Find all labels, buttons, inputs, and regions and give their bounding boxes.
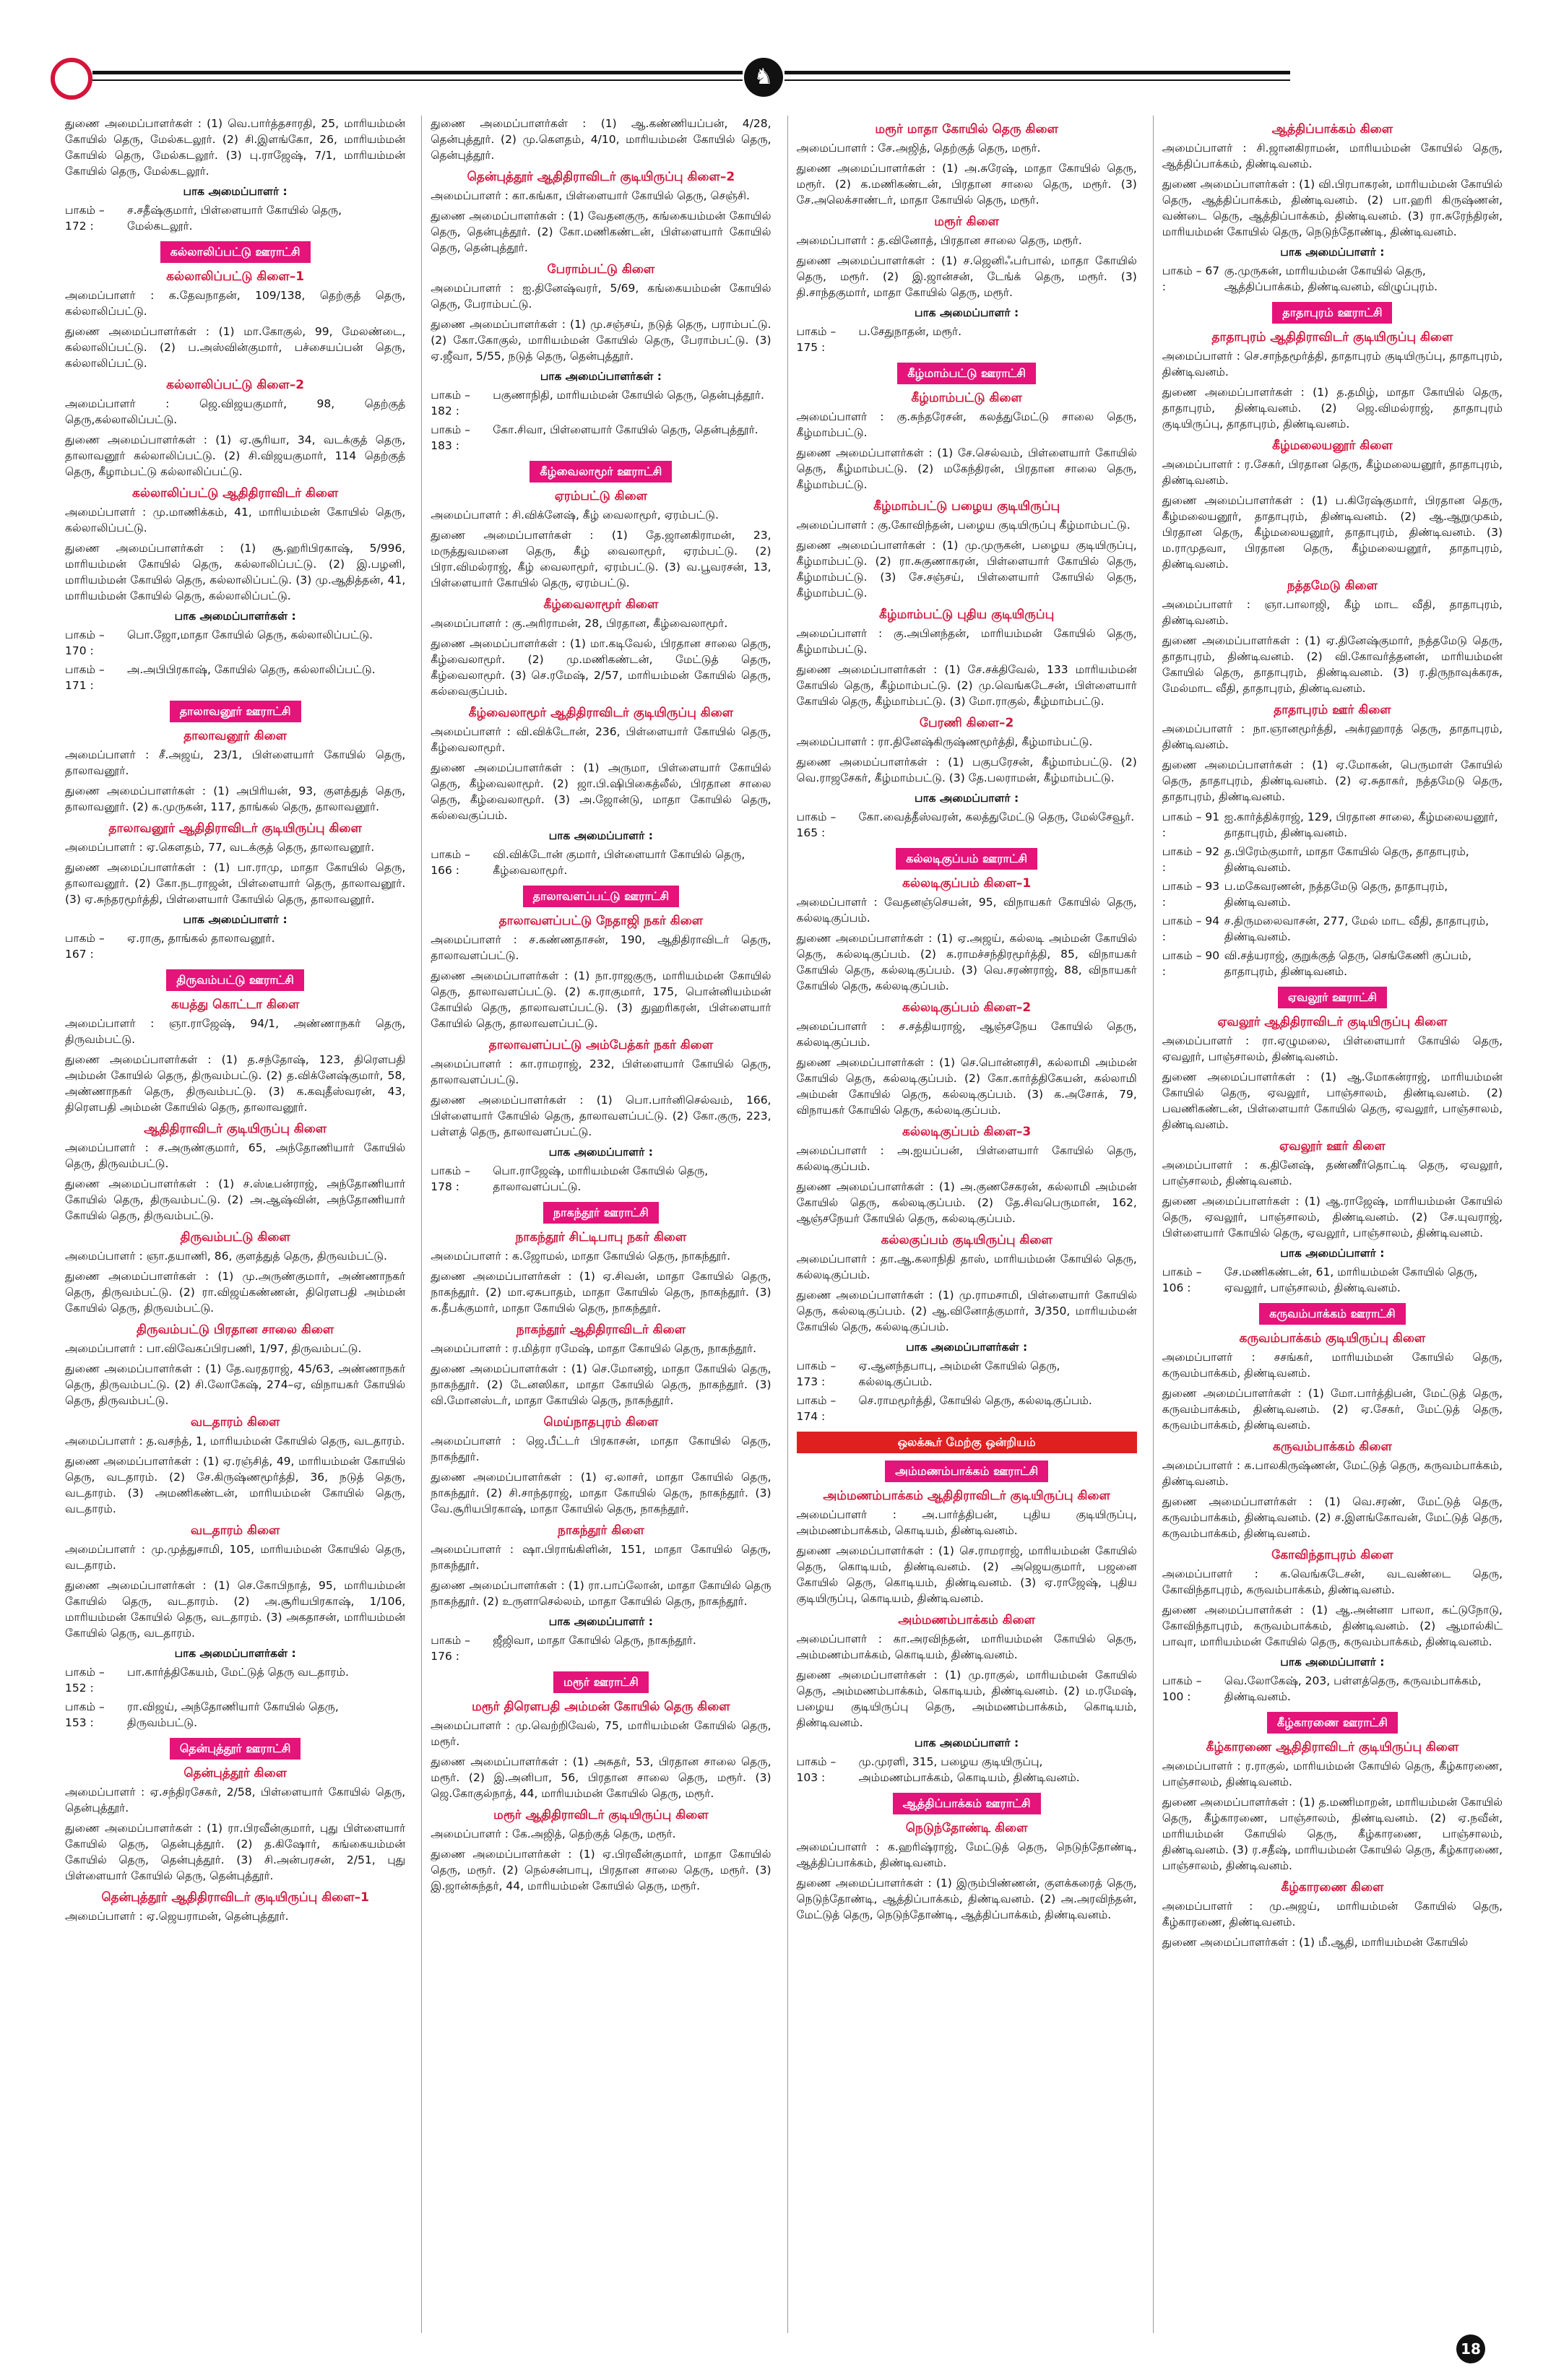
section-subheading: பாக அமைப்பாளர் : <box>915 792 1019 805</box>
booth-member: செ.ராமமூர்த்தி, கோயில் தெரு, கல்லடிகுப்பம். <box>858 1394 1092 1407</box>
panchayat-heading: திருவம்பட்டு ஊராட்சி <box>166 969 304 991</box>
member-entry: அமைப்பாளர் : ஞா.தயாணி, 86, குளத்துத் தெரு, திருவம்பட்டு. <box>65 1250 387 1263</box>
member-entry: துணை அமைப்பாளர்கள் : (1) அருமா, பிள்ளையார் கோயில் தெரு, கீழ்வைலாமூர். (2) ஜா.பி.ஷிபிகைத்லீல், பிரதான சாலை தெரு, கீழ்வைலாமூர். (3) அ.ஜோன்டு, மாதா கோயில் தெரு, கல்வைகுப்பம். <box>431 761 772 822</box>
article-columns <box>65 116 1503 2333</box>
booth-member: பொ.ஜோ,மாதா கோயில் தெரு, கல்லாலிப்பட்டு. <box>127 628 373 641</box>
booth-number: பாகம் – 182 : <box>431 389 470 417</box>
branch-heading: தாதாபுரம் ஆதிதிராவிடர் குடியிருப்பு கிளை <box>1211 330 1453 345</box>
booth-entry <box>1162 913 1503 945</box>
booth-entry <box>431 387 771 419</box>
booth-member: ஜீஜிவா, மாதா கோயில் தெரு, நாகந்தூர். <box>493 1634 696 1647</box>
branch-heading: பேரணி கிளை–2 <box>919 716 1014 730</box>
member-entry: அமைப்பாளர் : க.தினேஷ், தண்ணீர்தொட்டி தெரு, ஏவலூர், பாஞ்சாலம், திண்டிவனம். <box>1162 1159 1503 1187</box>
member-entry: அமைப்பாளர் : கு.சுந்தரேசன், கலத்துமேட்டு சாலை தெரு, கீழ்மாம்பட்டு. <box>796 410 1137 439</box>
booth-number: பாகம் – 93 : <box>1162 880 1220 909</box>
branch-heading: மரூர் கிளை <box>934 215 1000 229</box>
member-entry: துணை அமைப்பாளர்கள் : (1) இரும்பிண்ணன், குளக்கரைத் தெரு, நெடுந்தோண்டி, ஆத்திப்பாக்கம், திண்டிவனம். (2) அ.அரவிந்தன், மேட்டுத் தெரு, நெடுந்தோண்டி, ஆத்திப்பாக்கம், திண்டிவனம். <box>796 1877 1137 1921</box>
member-entry: துணை அமைப்பாளர்கள் : (1) செ.ராமராஜ், மாரியம்மன் கோயில் தெரு, கொடியம், திண்டிவனம். (2) அஜெயகுமார், பஜனை கோயில் தெரு, கொடியம், திண்டிவனம். (3) ஏ.ராஜேஷ், புதிய குடியிருப்பு, கொடியம், திண்டிவனம். <box>796 1544 1137 1605</box>
member-entry: துணை அமைப்பாளர்கள் : (1) த.மணிமாறன், மாரியம்மன் கோயில் தெரு, கீழ்காரணை, பாஞ்சாலம், திண்டிவனம். (2) ஏ.நவீன், மாரியம்மன் கோயில் தெரு, கீழ்காரணை, பாஞ்சாலம், திண்டிவனம். (3) ர.சதீஷ், மாரியம்மன் கோயில் தெரு, கீழ்காரணை, பாஞ்சாலம், திண்டிவனம். <box>1162 1796 1503 1872</box>
page-number: 18 <box>1456 2334 1485 2363</box>
booth-member: அ.அபிபிரகாஷ், கோயில் தெரு, கல்லாலிப்பட்டு. <box>127 663 376 676</box>
booth-number: பாகம் – 94 : <box>1162 914 1220 943</box>
branch-heading: ஏவலூர் ஆதிதிராவிடர் குடியிருப்பு கிளை <box>1217 1015 1448 1029</box>
branch-heading: நாகந்தூர் ஆதிதிராவிடர் கிளை <box>516 1323 686 1337</box>
member-entry: அமைப்பாளர் : க.ஹரிஷ்ராஜ், மேட்டுத் தெரு, நெடுந்தோண்டி, ஆத்திப்பாக்கம், திண்டிவனம். <box>796 1840 1137 1869</box>
booth-number: பாகம் – 175 : <box>796 325 837 354</box>
member-entry: அமைப்பாளர் : தா.ஆ.கலாநிதி தாஸ், மாரியம்மன் கோயில் தெரு, கல்லடிகுப்பம். <box>796 1252 1137 1281</box>
booth-entry <box>65 1699 405 1731</box>
member-entry: அமைப்பாளர் : ஏ.ஜெயராமன், தென்புத்தூர். <box>65 1910 289 1923</box>
member-entry: துணை அமைப்பாளர்கள் : (1) ப.கிரேஷ்குமார், பிரதான தெரு, கீழ்மலையனூர், தாதாபுரம், திண்டிவனம். (2) ஆ.ஆறுமுகம், பிரதான தெரு, கீழ்மலையனூர், தாதாபுரம், திண்டிவனம். (3) ம.ராமுதவா, பிரதான தெரு, கீழ்மலையனூர், தாதாபுரம், திண்டிவனம். <box>1162 494 1503 571</box>
panchayat-heading: நாகந்தூர் ஊராட்சி <box>543 1202 659 1224</box>
section-subheading: பாக அமைப்பாளர் : <box>183 185 288 198</box>
panchayat-heading: கல்லாலிப்பட்டு ஊராட்சி <box>160 241 311 263</box>
booth-entry <box>797 1358 1137 1390</box>
branch-heading: கீழ்காரணை கிளை <box>1281 1880 1384 1895</box>
branch-heading: தாலாவனூர் கிளை <box>183 729 288 743</box>
member-entry: அமைப்பாளர் : சசங்கர், மாரியம்மன் கோயில் தெரு, கருவம்பாக்கம், திண்டிவனம். <box>1162 1351 1503 1380</box>
booth-number: பாகம் – 167 : <box>65 932 105 961</box>
member-entry: துணை அமைப்பாளர்கள் : (1) பா.ராமு, மாதா கோயில் தெரு, தாலாவனூர். (2) கோ.நடராஜன், பிள்ளையார் தெரு, தாலாவனூர். (3) ஏ.சுந்தரமூர்த்தி, பிள்ளையார் கோயில் தெரு, தாலாவனூர். <box>65 861 406 906</box>
member-entry: துணை அமைப்பாளர்கள் : (1) சே.செல்வம், பிள்ளையார் கோயில் தெரு, கீழ்மாம்பட்டு. (2) மகேந்திரன், பிரதான சாலை தெரு, கீழ்மாம்பட்டு. <box>796 446 1137 491</box>
booth-entry <box>1162 809 1503 841</box>
booth-entry <box>1162 1673 1503 1705</box>
member-entry: அமைப்பாளர் : த.வசந்த், 1, மாரியம்மன் கோயில் தெரு, வடதாரம். <box>65 1435 405 1448</box>
member-entry: அமைப்பாளர் : கா.கங்கா, பிள்ளையார் கோயில் தெரு, செஞ்சி. <box>431 189 750 202</box>
booth-number: பாகம் – 153 : <box>65 1700 105 1729</box>
member-entry: அமைப்பாளர் : ஐ.தினேஷ்வரர், 5/69, கங்கையம்மன் கோயில் தெரு, பேராம்பட்டு. <box>431 282 772 311</box>
member-entry: துணை அமைப்பாளர்கள் : (1) செ.கோபிநாத், 95, மாரியம்மன் கோயில் தெரு, வடதாரம். (2) அ.சூரியபிரகாஷ், 1/106, மாரியம்மன் கோயில் தெரு, வடதாரம். (3) அகதாசன், மாரியம்மன் கோயில் தெரு, வடதாரம். <box>65 1579 406 1640</box>
branch-heading: கல்லகுப்பம் குடியிருப்பு கிளை <box>881 1233 1053 1247</box>
booth-entry <box>431 1632 771 1664</box>
member-entry: அமைப்பாளர் : ரா.ஏழுமலை, பிள்ளையார் கோயில் தெரு, ஏவலூர், பாஞ்சாலம், திண்டிவனம். <box>1162 1034 1503 1063</box>
booth-member: சே.மணிகண்டன், 61, மாரியம்மன் கோயில் தெரு, ஏவலூர், பாஞ்சாலம், திண்டிவனம். <box>1224 1265 1478 1294</box>
member-entry: துணை அமைப்பாளர்கள் : (1) பொ.பார்னிசெல்வம், 166, பிள்ளையார் கோயில் தெரு, தாலாவளப்பட்டு. (2) கோ.குரு, 223, பள்ளத் தெரு, தாலாவளப்பட்டு. <box>431 1094 772 1138</box>
branch-heading: கல்லடிகுப்பம் கிளை–1 <box>902 876 1032 891</box>
booth-number: பாகம் – 172 : <box>65 204 105 233</box>
booth-member: ச.திருமலைவாசன், 277, மேல் மாட வீதி, தாதாபுரம், திண்டிவனம். <box>1224 914 1489 943</box>
booth-member: ஏ.ஆனந்தபாபு, அம்மன் கோயில் தெரு, கல்லடிகுப்பம். <box>858 1359 1060 1388</box>
member-entry: துணை அமைப்பாளர்கள் : (1) ஏ.மோகன், பெருமாள் கோயில் தெரு, தாதாபுரம், திண்டிவனம். (2) ஏ.சுதாகர், நத்தமேடு தெரு, தாதாபுரம், திண்டிவனம். <box>1162 758 1503 803</box>
section-subheading: பாக அமைப்பாளர்கள் : <box>906 1341 1028 1354</box>
member-entry: துணை அமைப்பாளர்கள் : (1) அசுதர், 53, பிரதான சாலை தெரு, மரூர். (2) இ.அனிபா, 56, பிரதான சாலை தெரு, மரூர். (3) ஜெ.கோகுல்நாத், 44, மாரியம்மன் கோயில் தெரு, மரூர். <box>431 1755 772 1800</box>
booth-entry <box>1162 948 1503 979</box>
booth-number: பாகம் – 171 : <box>65 663 105 692</box>
member-entry: துணை அமைப்பாளர்கள் : (1) மீ.ஆதி, மாரியம்மன் கோயில் <box>1162 1936 1469 1949</box>
header-rule <box>92 79 743 81</box>
booth-entry <box>65 202 405 234</box>
branch-heading: கீழ்மாம்பட்டு கிளை <box>911 391 1022 405</box>
member-entry: அமைப்பாளர் : மு.அஜய், மாரியம்மன் கோயில் தெரு, கீழ்காரணை, திண்டிவனம். <box>1162 1900 1503 1929</box>
member-entry: அமைப்பாளர் : ர.சேகர், பிரதான தெரு, கீழ்மலையனூர், தாதாபுரம், திண்டிவனம். <box>1162 458 1503 487</box>
member-entry: துணை அமைப்பாளர்கள் : (1) ஆ.கண்ணியப்பன், 4/28, தென்புத்தூர். (2) மு.கௌதம், 4/10, மாரியம்மன் கோயில் தெரு, தென்புத்தூர். <box>431 117 772 162</box>
booth-member: ச.சதீஷ்குமார், பிள்ளையார் கோயில் தெரு, மேல்கடலூர். <box>127 204 342 233</box>
branch-heading: நெடுந்தோண்டி கிளை <box>905 1821 1028 1835</box>
booth-member: பகுணாநிதி, மாரியம்மன் கோயில் தெரு, தென்புத்தூர். <box>493 389 764 402</box>
member-entry: துணை அமைப்பாளர்கள் : (1) செ.பொன்னரசி, கல்லாமி அம்மன் கோயில் தெரு, கல்லடிகுப்பம். (2) கோ.கார்த்திகேயன், கல்லாமி அம்மன் கோயில் தெரு, கல்லடிகுப்பம். (3) க.அசோக், 79, விநாயகர் கோயில் தெரு, கல்லடிகுப்பம். <box>796 1056 1137 1117</box>
booth-entry <box>1162 844 1503 875</box>
branch-heading: கல்லாலிப்பட்டு ஆதிதிராவிடர் கிளை <box>131 486 339 501</box>
member-entry: துணை அமைப்பாளர்கள் : (1) ஏ.பிரவீன்குமார், மாதா கோயில் தெரு, மரூர். (2) நெல்சன்பாபு, பிரதான சாலை தெரு, மரூர். (3) இ.ஜான்சுந்தர், 44, மாரியம்மன் கோயில் தெரு, மரூர். <box>431 1848 772 1892</box>
member-entry: துணை அமைப்பாளர்கள் : (1) ரா.பாப்லோன், மாதா கோயில் தெரு நாகந்தூர். (2) உருளாசெல்லம், மாதா கோயில் தெரு, நாகந்தூர். <box>431 1579 772 1608</box>
branch-heading: கீழ்மலையனூர் கிளை <box>1272 438 1393 453</box>
branch-heading: மரூர் திரௌபதி அம்மன் கோயில் தெரு கிளை <box>472 1700 730 1714</box>
booth-number: பாகம் – 176 : <box>431 1634 470 1663</box>
member-entry: அமைப்பாளர் : மு.வெற்றிவேல், 75, மாரியம்மன் கோயில் தெரு, மரூர். <box>431 1719 772 1748</box>
member-entry: அமைப்பாளர் : கே.அஜித், தெற்குத் தெரு, மரூர். <box>431 1827 676 1840</box>
member-entry: அமைப்பாளர் : கா.ராமராஜ், 232, பிள்ளையார் கோயில் தெரு, தாலாவளப்பட்டு. <box>431 1057 772 1086</box>
member-entry: அமைப்பாளர் : அ.ஐயப்பன், பிள்ளையார் கோயில் தெரு, கல்லடிகுப்பம். <box>796 1144 1137 1173</box>
booth-number: பாகம் – 166 : <box>431 848 470 877</box>
column-2 <box>421 116 771 2333</box>
column-1 <box>65 116 405 2333</box>
member-entry: துணை அமைப்பாளர்கள் : (1) ஆ.மோகன்ராஜ், மாரியம்மன் கோயில் தெரு, ஏவலூர், பாஞ்சாலம், திண்டிவனம். (2) பவணிகண்டன், பிள்ளையார் கோயில் தெரு, ஏவலூர், பாஞ்சாலம், திண்டிவனம். <box>1162 1070 1503 1131</box>
section-subheading: பாக அமைப்பாளர்கள் : <box>174 610 296 623</box>
booth-entry <box>797 1393 1137 1424</box>
member-entry: துணை அமைப்பாளர்கள் : (1) பகுபரேசன், கீழ்மாம்பட்டு. (2) வெ.ராஜசேகர், கீழ்மாம்பட்டு. (3) தே.பலராமன், கீழ்மாம்பட்டு. <box>796 756 1137 784</box>
branch-heading: நத்தமேடு கிளை <box>1287 579 1378 593</box>
booth-entry <box>431 1163 771 1195</box>
panchayat-heading: கல்லடிகுப்பம் ஊராட்சி <box>896 848 1037 870</box>
panchayat-heading: அம்மணம்பாக்கம் ஊராட்சி <box>885 1461 1048 1482</box>
member-entry: அமைப்பாளர் : சீ.அஜய், 23/1, பிள்ளையார் கோயில் தெரு, தாலாவனூர். <box>65 748 406 777</box>
booth-member: கோ.வைத்தீஸ்வரன், கலத்துமேட்டு தெரு, மேல்சேவூர். <box>858 810 1135 823</box>
member-entry: துணை அமைப்பாளர்கள் : (1) த.சந்தோஷ், 123, திரௌபதி அம்மன் கோயில் தெரு, திருவம்பட்டு. (2) த.விக்னேஷ்குமார், 58, அண்ணாநகர் தெரு, திருவம்பட்டு. (3) க.கவுதீஸ்வரன், 43, திரௌபதி அம்மன் கோயில் தெரு, தாலாவனூர். <box>65 1053 406 1114</box>
branch-heading: நாகந்தூர் கிளை <box>558 1523 644 1538</box>
booth-number: பாகம் – 106 : <box>1162 1265 1202 1294</box>
panchayat-heading: தாலாவளப்பட்டு ஊராட்சி <box>523 886 680 907</box>
member-entry: துணை அமைப்பாளர்கள் : (1) மா.கோகுல், 99, மேலண்டை, கல்லாலிப்பட்டு. (2) ப.அஸ்வின்குமார், பச்சையப்பன் தெரு, கல்லாலிப்பட்டு. <box>65 325 406 370</box>
booth-entry <box>65 627 405 659</box>
branch-heading: கீழ்மாம்பட்டு பழைய குடியிருப்பு <box>873 499 1060 514</box>
column-4 <box>1153 116 1503 2333</box>
member-entry: அமைப்பாளர் : ஷா.பிராங்கிளின், 151, மாதா கோயில் தெரு, நாகந்தூர். <box>431 1543 772 1572</box>
section-subheading: பாக அமைப்பாளர் : <box>915 1736 1019 1749</box>
branch-heading: மெய்நாதபுரம் கிளை <box>543 1415 659 1429</box>
branch-heading: தாலாவனூர் ஆதிதிராவிடர் குடியிருப்பு கிளை <box>108 821 362 836</box>
header-circle-ornament <box>51 58 92 100</box>
member-entry: அமைப்பாளர் : சி.ஜானகிராமன், மாரியம்மன் கோயில் தெரு, ஆத்திப்பாக்கம், திண்டிவனம். <box>1162 142 1503 170</box>
member-entry: அமைப்பாளர் : ச.சத்தியராஜ், ஆஞ்சநேய கோயில் தெரு, கல்லடிகுப்பம். <box>796 1020 1137 1049</box>
member-entry: அமைப்பாளர் : ச.கண்ணதாசன், 190, ஆதிதிராவிடர் தெரு, தாலாவளப்பட்டு. <box>431 933 772 962</box>
member-entry: துணை அமைப்பாளர்கள் : (1) அபிரியன், 93, குளத்துத் தெரு, தாலாவனூர். (2) க.முருகன், 117, தாங்கல் தெரு, தாலாவனூர். <box>65 784 406 813</box>
section-subheading: பாக அமைப்பாளர்கள் : <box>174 1647 296 1660</box>
panchayat-heading: ஆத்திப்பாக்கம் ஊராட்சி <box>893 1793 1041 1814</box>
member-entry: துணை அமைப்பாளர்கள் : (1) வெ.பார்த்தசாரதி, 25, மாரியம்மன் கோயில் தெரு, மேல்கடலூர். (2) சி.இளங்கோ, 26, மாரியம்மன் கோயில் தெரு, மேல்கடலூர். (3) பு.ராஜேஷ், 7/1, மாரியம்மன் கோயில் தெரு, மேல்கடலூர். <box>65 117 406 178</box>
section-subheading: பாக அமைப்பாளர் : <box>1280 1247 1385 1260</box>
member-entry: அமைப்பாளர் : ரா.தினேஷ்கிருஷ்ணமூர்த்தி, கீழ்மாம்பட்டு. <box>796 735 1093 748</box>
booth-number: பாகம் – 165 : <box>796 810 837 839</box>
booth-entry <box>65 930 405 962</box>
booth-number: பாகம் – 91 : <box>1162 810 1220 839</box>
branch-heading: தாதாபுரம் ஊர் கிளை <box>1274 703 1391 717</box>
member-entry: அமைப்பாளர் : பா.விவேகப்பிரபணி, 1/97, திருவம்பட்டு. <box>65 1342 362 1355</box>
branch-heading: தாலாவளப்பட்டு அம்பேத்கர் நகர் கிளை <box>488 1038 714 1052</box>
member-entry: அமைப்பாளர் : செ.சாந்தமூர்த்தி, தாதாபுரம் குடியிருப்பு, தாதாபுரம், திண்டிவனம். <box>1162 350 1503 378</box>
booth-number: பாகம் – 170 : <box>65 628 105 657</box>
member-entry: துணை அமைப்பாளர்கள் : (1) அ.சுரேஷ், மாதா கோயில் தெரு, மரூர். (2) க.மணிகண்டன், பிரதான சாலை தெரு, மரூர். (3) சே.அலெக்சாண்டர், மாதா கோயில் தெரு, மரூர். <box>796 162 1137 207</box>
booth-member: வி.சத்யராஜ், குறுக்குத் தெரு, செங்கேணி குப்பம், தாதாபுரம், திண்டிவனம். <box>1224 949 1472 978</box>
panchayat-heading: தாலாவனூர் ஊராட்சி <box>170 701 301 722</box>
header-rule <box>785 71 1290 74</box>
branch-heading: கருவம்பாக்கம் கிளை <box>1272 1440 1392 1454</box>
member-entry: அமைப்பாளர் : மு.மாணிக்கம், 41, மாரியம்மன் கோயில் தெரு, கல்லாலிப்பட்டு. <box>65 506 406 535</box>
branch-heading: தென்புத்தூர் கிளை <box>183 1766 287 1780</box>
member-entry: துணை அமைப்பாளர்கள் : (1) மு.ராகுல், மாரியம்மன் கோயில் தெரு, அம்மணம்பாக்கம், கொடியம், திண்டிவனம். (2) ம.ரமேஷ், பழைய குடியிருப்பு தெரு, அம்மணம்பாக்கம், கொடியம், திண்டிவனம். <box>796 1669 1137 1729</box>
member-entry: அமைப்பாளர் : க.பாலகிருஷ்ணன், மேட்டுத் தெரு, கருவம்பாக்கம், திண்டிவனம். <box>1162 1459 1503 1488</box>
booth-member: ப.சேதுநாதன், மரூர். <box>858 325 962 338</box>
booth-member: மு.முரளி, 315, பழைய குடியிருப்பு, அம்மணம்பாக்கம், கொடியம், திண்டிவனம். <box>858 1755 1080 1784</box>
member-entry: துணை அமைப்பாளர்கள் : (1) ஏ.அஜய், கல்லடி அம்மன் கோயில் தெரு, கல்லடிகுப்பம். (2) க.ராமச்சந்திரமூர்த்தி, 85, விநாயகர் கோயில் தெரு, கல்லடிகுப்பம். (3) வெ.சரண்ராஜ், 88, விநாயகர் கோயில் தெரு, கல்லடிகுப்பம். <box>796 932 1137 992</box>
booth-member: ஐ.கார்த்திக்ராஜ், 129, பிரதான சாலை, கீழ்மலையனூர், தாதாபுரம், திண்டிவனம். <box>1224 810 1498 839</box>
booth-number: பாகம் – 183 : <box>431 423 470 452</box>
branch-heading: திருவம்பட்டு கிளை <box>180 1230 290 1245</box>
booth-member: த.பிரேம்குமார், மாதா கோயில் தெரு, தாதாபுரம், திண்டிவனம். <box>1224 845 1469 874</box>
branch-heading: வடதாரம் கிளை <box>190 1523 280 1538</box>
union-heading: ஒலக்கூர் மேற்கு ஒன்றியம் <box>797 1432 1137 1453</box>
member-entry: அமைப்பாளர் : ர.ராகுல், மாரியம்மன் கோயில் தெரு, கீழ்காரணை, பாஞ்சாலம், திண்டிவனம். <box>1162 1760 1503 1788</box>
panchayat-heading: தாதாபுரம் ஊராட்சி <box>1272 302 1392 324</box>
member-entry: துணை அமைப்பாளர்கள் : (1) நா.ராஜகுரு, மாரியம்மன் கோயில் தெரு, தாலாவளப்பட்டு. (2) க.ராகுமார், 175, பொன்னியம்மன் கோயில் தெரு, தாலாவளப்பட்டு. (3) துஹரிகரன், பிள்ளையார் கோயில் தெரு, தாலாவளப்பட்டு. <box>431 969 772 1030</box>
branch-heading: ஏவலூர் ஊர் கிளை <box>1279 1139 1386 1154</box>
booth-entry <box>1162 263 1503 295</box>
panchayat-heading: தென்புத்தூர் ஊராட்சி <box>170 1738 301 1760</box>
branch-heading: கருவம்பாக்கம் குடியிருப்பு கிளை <box>1239 1331 1426 1346</box>
section-subheading: பாக அமைப்பாளர் : <box>1280 1656 1385 1669</box>
booth-member: கு.முருகன், மாரியம்மன் கோயில் தெரு, ஆத்திப்பாக்கம், திண்டிவனம், விழுப்புரம். <box>1224 264 1438 293</box>
page-header <box>51 58 1250 90</box>
booth-number: பாகம் – 67 : <box>1162 264 1220 293</box>
member-entry: அமைப்பாளர் : கு.கோவிந்தன், பழைய குடியிருப்பு கீழ்மாம்பட்டு. <box>796 519 1131 532</box>
member-entry: துணை அமைப்பாளர்கள் : (1) சூ.ஹரிபிரகாஷ், 5/996, மாரியம்மன் கோயில் தெரு, கல்லாலிப்பட்டு. (2) இ.பழனி, மாரியம்மன் கோயில் தெரு, கல்லாலிப்பட்டு. (3) மு.ஆதித்தன், 41, மாரியம்மன் கோயில் தெரு, கல்லாலிப்பட்டு. <box>65 542 406 602</box>
section-subheading: பாக அமைப்பாளர் : <box>548 829 653 842</box>
section-subheading: பாக அமைப்பாளர் : <box>1280 246 1385 259</box>
member-entry: அமைப்பாளர் : சே.அஜித், தெற்குத் தெரு, மரூர். <box>796 142 1041 155</box>
member-entry: துணை அமைப்பாளர்கள் : (1) வெ.சரண், மேட்டுத் தெரு, கருவம்பாக்கம், திண்டிவனம். (2) ச.இளங்கோவன், மேட்டுத் தெரு, கருவம்பாக்கம், திண்டிவனம். <box>1162 1495 1503 1540</box>
panchayat-heading: மரூர் ஊராட்சி <box>553 1671 649 1693</box>
member-entry: துணை அமைப்பாளர்கள் : (1) ச.ஸ்டீபன்ராஜ், அந்தோணியார் கோயில் தெரு, திருவம்பட்டு. (2) அ.ஆஷ்வின், அந்தோணியார் கோயில் தெரு, திருவம்பட்டு. <box>65 1177 406 1222</box>
booth-entry <box>65 1664 405 1696</box>
column-3 <box>787 116 1137 2333</box>
branch-heading: கல்லாலிப்பட்டு கிளை–2 <box>166 378 305 392</box>
member-entry: துணை அமைப்பாளர்கள் : (1) ஏ.லாசர், மாதா கோயில் தெரு, நாகந்தூர். (2) சி.சாந்தராஜ், மாதா கோயில் தெரு, நாகந்தூர். (3) வே.சூரியபிரகாஷ், மாதா கோயில் தெரு, நாகந்தூர். <box>431 1471 772 1515</box>
member-entry: அமைப்பாளர் : ஏ.கௌதம், 77, வடக்குத் தெரு, தாலாவனூர். <box>65 841 375 854</box>
booth-entry <box>1162 878 1503 910</box>
branch-heading: மரூர் ஆதிதிராவிடர் குடியிருப்பு கிளை <box>493 1808 709 1822</box>
member-entry: அமைப்பாளர் : ஏ.சந்திரசேகர், 2/58, பிள்ளையார் கோயில் தெரு, தென்புத்தூர். <box>65 1786 406 1814</box>
member-entry: துணை அமைப்பாளர்கள் : (1) மா.கடிவேல், பிரதான சாலை தெரு, கீழ்வைலாமூர். (2) மு.மணிகண்டன், மேட்டுத் தெரு, கீழ்வைலாமூர். (3) செ.ரமேஷ், 2/57, மாரியம்மன் கோயில் தெரு, கல்வைகுப்பம். <box>431 637 772 698</box>
branch-heading: நாகந்தூர் சிட்டிபாபு நகர் கிளை <box>515 1230 687 1245</box>
member-entry: துணை அமைப்பாளர்கள் : (1) மு.முருகன், பழைய குடியிருப்பு, கீழ்மாம்பட்டு. (2) ரா.சுகுணாகரன், பிள்ளையார் கோயில் தெரு, கீழ்மாம்பட்டு. (3) சே.சஞ்சய், பிள்ளையார் கோயில் தெரு, கீழ்மாம்பட்டு. <box>796 539 1137 600</box>
member-entry: துணை அமைப்பாளர்கள் : (1) ஏ.சூரியா, 34, வடக்குத் தெரு, தாலாவனூர் கல்லாலிப்பட்டு. (2) சி.விஜயகுமார், 114 தெற்குத் தெரு, கீழாம்பட்டு கல்லாலிப்பட்டு. <box>65 433 406 478</box>
member-entry: அமைப்பாளர் : ஞா.பாலாஜி, கீழ் மாட வீதி, தாதாபுரம், திண்டிவனம். <box>1162 598 1503 627</box>
panchayat-heading: கீழ்காரணை ஊராட்சி <box>1267 1712 1398 1734</box>
member-entry: அமைப்பாளர் : ஜெ.விஜயகுமார், 98, தெற்குத் தெரு,கல்லாலிப்பட்டு. <box>65 397 406 426</box>
booth-number: பாகம் – 90 : <box>1162 949 1220 978</box>
branch-heading: கல்லாலிப்பட்டு கிளை–1 <box>166 269 305 284</box>
panchayat-heading: ஏவலூர் ஊராட்சி <box>1278 987 1387 1008</box>
member-entry: அமைப்பாளர் : க.ஜோமல், மாதா கோயில் தெரு, நாகந்தூர். <box>431 1250 731 1263</box>
member-entry: துணை அமைப்பாளர்கள் : (1) மு.சஞ்சய், நடுத் தெரு, பராம்பட்டு. (2) கோ.கோகுல், மாரியம்மன் கோயில் தெரு, பேராம்பட்டு. (3) ஏ.ஜீவா, 5/55, நடுத் தெரு, தென்புத்தூர். <box>431 318 772 363</box>
booth-member: வெ.லோகேஷ், 203, பள்ளத்தெரு, கருவம்பாக்கம், திண்டிவனம். <box>1224 1674 1482 1703</box>
member-entry: துணை அமைப்பாளர்கள் : (1) ஆ.ராஜேஷ், மாரியம்மன் கோயில் தெரு, ஏவலூர், பாஞ்சாலம், திண்டிவனம். (2) சே.யுவராஜ், பிள்ளையார் கோயில் தெரு, ஏவலூர், பாஞ்சாலம், திண்டிவனம். <box>1162 1195 1503 1239</box>
member-entry: அமைப்பாளர் : க.தேவநாதன், 109/138, தெற்குத் தெரு, கல்லாலிப்பட்டு. <box>65 289 406 318</box>
section-subheading: பாக அமைப்பாளர் : <box>548 1146 653 1159</box>
branch-heading: ஆத்திப்பாக்கம் கிளை <box>1271 122 1393 137</box>
booth-entry <box>431 422 771 454</box>
member-entry: அமைப்பாளர் : வி.விக்டோன், 236, பிள்ளையார் கோயில் தெரு, கீழ்வைலாமூர். <box>431 725 772 754</box>
member-entry: அமைப்பாளர் : ஜெ.பீட்டர் பிரகாசன், மாதா கோயில் தெரு, நாகந்தூர். <box>431 1435 772 1463</box>
member-entry: துணை அமைப்பாளர்கள் : (1) த.தமிழ், மாதா கோயில் தெரு, தாதாபுரம், திண்டிவனம். (2) ஜெ.விமல்ராஜ், தாதாபுரம் குடியிருப்பு, தாதாபுரம், திண்டிவனம். <box>1162 386 1503 430</box>
branch-heading: கல்லடிகுப்பம் கிளை–3 <box>902 1125 1032 1139</box>
member-entry: அமைப்பாளர் : கு.அபினந்தன், மாரியம்மன் கோயில் தெரு, கீழ்மாம்பட்டு. <box>796 627 1137 656</box>
member-entry: துணை அமைப்பாளர்கள் : (1) தே.ஜானகிராமன், 23, மருத்துவமனை தெரு, கீழ் வைலாமூர், ஏரம்பட்டு. (2) பிரா.விமல்ராஜ், கீழ் வைலாமூர், ஏரம்பட்டு. (3) வ.பூவரசன், 13, பிள்ளையார் கோயில் தெரு, ஏரம்பட்டு. <box>431 529 772 589</box>
branch-heading: ஆதிதிராவிடர் குடியிருப்பு கிளை <box>144 1122 327 1136</box>
booth-member: வி.விக்டோன் குமார், பிள்ளையார் கோயில் தெரு, கீழ்வைலாமூர். <box>493 848 745 877</box>
branch-heading: தென்புத்தூர் ஆதிதிராவிடர் குடியிருப்பு கிளை–1 <box>101 1890 369 1905</box>
booth-entry <box>65 662 405 693</box>
member-entry: துணை அமைப்பாளர்கள் : (1) ஏ.சிவன், மாதா கோயில் தெரு, நாகந்தூர். (2) மா.ஏசுபாதம், மாதா கோயில் தெரு, நாகந்தூர். (3) க.தீபக்குமார், மாதா கோயில் தெரு, நாகந்தூர். <box>431 1270 772 1315</box>
member-entry: துணை அமைப்பாளர்கள் : (1) செ.மோனஜ், மாதா கோயில் தெரு, நாகந்தூர். (2) டேனஸிகா, மாதா கோயில் தெரு, நாகந்தூர். (3) வி.மோனஸ்டர், மாதா கோயில் தெரு, நாகந்தூர். <box>431 1362 772 1407</box>
booth-number: பாகம் – 92 : <box>1162 845 1220 874</box>
branch-heading: கல்லடிகுப்பம் கிளை–2 <box>902 1000 1032 1015</box>
member-entry: துணை அமைப்பாளர்கள் : (1) மோ.பார்த்திபன், மேட்டுத் தெரு, கருவம்பாக்கம், திண்டிவனம். (2) ஏ.சேகர், மேட்டுத் தெரு, கருவம்பாக்கம், திண்டிவனம். <box>1162 1387 1503 1432</box>
booth-number: பாகம் – 103 : <box>796 1755 837 1784</box>
branch-heading: திருவம்பட்டு பிரதான சாலை கிளை <box>136 1323 334 1337</box>
panchayat-heading: கருவம்பாக்கம் ஊராட்சி <box>1259 1303 1405 1325</box>
lion-emblem-icon: ♞ <box>744 58 783 97</box>
branch-heading: தாலாவளப்பட்டு நேதாஜி நகர் கிளை <box>498 914 704 928</box>
booth-entry <box>1162 1264 1503 1296</box>
booth-member: ஏ.ராகு, தாங்கல் தாலாவனூர். <box>127 932 275 945</box>
branch-heading: கயத்து கொட்டா கிளை <box>170 998 300 1012</box>
booth-entry <box>797 324 1137 355</box>
booth-entry <box>797 1754 1137 1786</box>
member-entry: அமைப்பாளர் : மு.முத்துசாமி, 105, மாரியம்மன் கோயில் தெரு, வடதாரம். <box>65 1543 406 1572</box>
member-entry: துணை அமைப்பாளர்கள் : (1) வி.பிரபாகரன், மாரியம்மன் கோயில் தெரு, ஆத்திப்பாக்கம், திண்டிவனம். (2) பா.ஹரி கிருஷ்ணன், வண்டை தெரு, ஆத்திப்பாக்கம், திண்டிவனம். (3) ரா.சுரேந்திரன், மாரியம்மன் கோயில் தெரு, நெடுந்தோண்டி, திண்டிவனம். <box>1162 178 1503 238</box>
branch-heading: கீழ்காரணை ஆதிதிராவிடர் குடியிருப்பு கிளை <box>1206 1740 1459 1754</box>
member-entry: அமைப்பாளர் : கு.அரிராமன், 28, பிரதான, கீழ்வைலாமூர். <box>431 617 728 630</box>
booth-number: பாகம் – 173 : <box>796 1359 837 1388</box>
branch-heading: மரூர் மாதா கோயில் தெரு கிளை <box>875 122 1058 137</box>
member-entry: அமைப்பாளர் : அ.பார்த்திபன், புதிய குடியிருப்பு, அம்மணம்பாக்கம், கொடியம், திண்டிவனம். <box>796 1508 1137 1537</box>
booth-member: பா.கார்த்திகேயம், மேட்டுத் தெரு வடதாரம். <box>127 1666 349 1679</box>
branch-heading: கீழ்வைலாமூர் கிளை <box>543 597 659 612</box>
member-entry: துணை அமைப்பாளர்கள் : (1) ஏ.தினேஷ்குமார், நத்தமேடு தெரு, தாதாபுரம், திண்டிவனம். (2) வி.கோவர்த்தனன், மாரியம்மன் கோயில் தெரு, தாதாபுரம், திண்டிவனம். (3) ர.திருநாவுக்கரசு, மேல்மாட வீதி, தாதாபுரம், திண்டிவனம். <box>1162 634 1503 695</box>
branch-heading: கீழ்வைலாமூர் ஆதிதிராவிடர் குடியிருப்பு கிளை <box>468 706 734 720</box>
section-subheading: பாக அமைப்பாளர் : <box>183 913 288 926</box>
booth-entry <box>431 847 771 878</box>
booth-member: பொ.ராஜேஷ், மாரியம்மன் கோயில் தெரு, தாலாவளப்பட்டு. <box>493 1164 709 1193</box>
branch-heading: வடதாரம் கிளை <box>190 1415 280 1429</box>
member-entry: அமைப்பாளர் : சி.விக்னேஷ், கீழ் வைலாமூர், ஏரம்பட்டு. <box>431 509 719 522</box>
member-entry: அமைப்பாளர் : ச.அருண்குமார், 65, அந்தோணியார் கோயில் தெரு, திருவம்பட்டு. <box>65 1141 406 1170</box>
member-entry: அமைப்பாளர் : கா.அரவிந்தன், மாரியம்மன் கோயில் தெரு, அம்மணம்பாக்கம், கொடியம், திண்டிவனம். <box>796 1632 1137 1661</box>
member-entry: அமைப்பாளர் : த.வினோத், பிரதான சாலை தெரு, மரூர். <box>796 234 1082 247</box>
member-entry: அமைப்பாளர் : ஞா.ராஜேஷ், 94/1, அண்ணாநகர் தெரு, திருவம்பட்டு. <box>65 1017 406 1046</box>
booth-entry <box>797 809 1137 841</box>
booth-member: ப.மகேவரணன், நத்தமேடு தெரு, தாதாபுரம், திண்டிவனம். <box>1224 880 1448 909</box>
panchayat-heading: கீழ்மாம்பட்டு ஊராட்சி <box>897 363 1036 384</box>
booth-number: பாகம் – 152 : <box>65 1666 105 1695</box>
member-entry: துணை அமைப்பாளர்கள் : (1) மு.ராமசாமி, பிள்ளையார் கோயில் தெரு, கல்லடிகுப்பம். (2) ஆ.வினோத்குமார், 3/350, மாரியம்மன் கோயில் தெரு, கல்லடிகுப்பம். <box>796 1289 1137 1333</box>
booth-member: கோ.சிவா, பிள்ளையார் கோயில் தெரு, தென்புத்தூர். <box>493 423 758 436</box>
branch-heading: ஏரம்பட்டு கிளை <box>554 489 648 503</box>
header-rule <box>785 79 1290 81</box>
branch-heading: தென்புத்தூர் ஆதிதிராவிடர் குடியிருப்பு கிளை–2 <box>467 170 735 184</box>
member-entry: துணை அமைப்பாளர்கள் : (1) ஏ.ரஞ்சித், 49, மாரியம்மன் கோயில் தெரு, வடதாரம். (2) சே.கிருஷ்ணமூர்த்தி, 36, நடுத் தெரு, வடதாரம். (3) அமணிகண்டன், மாரியம்மன் கோயில் தெரு, வடதாரம். <box>65 1455 406 1515</box>
member-entry: துணை அமைப்பாளர்கள் : (1) ஆ.அன்னா பாலா, கட்டுநோடு, கோவிந்தாபுரம், கருவம்பாக்கம், திண்டிவனம். (2) ஆமால்கிட் பாவுா, மாரியம்மன் கோயில் தெரு, கருவம்பாக்கம், திண்டிவனம். <box>1162 1604 1503 1648</box>
member-entry: துணை அமைப்பாளர்கள் : (1) ச.ஜெனிஃபர்பால், மாதா கோயில் தெரு, மரூர். (2) இ.ஜான்சன், டேங்க் தெரு, மரூர். (3) தி.சாந்தகுமார், மாதா கோயில் தெரு, மரூர். <box>796 254 1137 299</box>
booth-member: ரா.விஜய், அந்தோணியார் கோயில் தெரு, திருவம்பட்டு. <box>127 1700 339 1729</box>
section-subheading: பாக அமைப்பாளர்கள் : <box>540 370 662 383</box>
member-entry: அமைப்பாளர் : ர.மித்ரா ரமேஷ், மாதா கோயில் தெரு, நாகந்தூர். <box>431 1342 756 1355</box>
header-rule <box>92 71 743 74</box>
branch-heading: கோவிந்தாபுரம் கிளை <box>1271 1548 1393 1562</box>
member-entry: அமைப்பாளர் : வேதனஞ்செயன், 95, விநாயகர் கோயில் தெரு, கல்லடிகுப்பம். <box>796 896 1137 925</box>
member-entry: துணை அமைப்பாளர்கள் : (1) அ.குணசேகரன், கல்லாமி அம்மன் கோயில் தெரு, கல்லடிகுப்பம். (2) தே.சிவபெருமான், 162, ஆஞ்சநேயர் கோயில் தெரு, கல்லடிகுப்பம். <box>796 1180 1137 1225</box>
branch-heading: அம்மணம்பாக்கம் கிளை <box>898 1613 1036 1627</box>
section-subheading: பாக அமைப்பாளர் : <box>915 306 1019 319</box>
member-entry: துணை அமைப்பாளர்கள் : (1) சே.சக்திவேல், 133 மாரியம்மன் கோயில் தெரு, கீழ்மாம்பட்டு. (2) மு.வெங்கடேசன், பிள்ளையார் கோயில் தெரு, கீழ்மாம்பட்டு. (3) மோ.ராகுல், கீழ்மாம்பட்டு. <box>796 663 1137 708</box>
member-entry: துணை அமைப்பாளர்கள் : (1) வேதனகுரு, கங்கையம்மன் கோயில் தெரு, தென்புத்தூர். (2) கோ.மணிகண்டன், பிள்ளையார் கோயில் தெரு, தென்புத்தூர். <box>431 209 772 254</box>
member-entry: அமைப்பாளர் : நா.ஞானமூர்த்தி, அக்ரஹாரத் தெரு, தாதாபுரம், திண்டிவனம். <box>1162 722 1503 751</box>
branch-heading: அம்மணம்பாக்கம் ஆதிதிராவிடர் குடியிருப்பு கிளை <box>823 1489 1110 1503</box>
panchayat-heading: கீழ்வைலாமூர் ஊராட்சி <box>530 461 672 483</box>
booth-number: பாகம் – 100 : <box>1162 1674 1202 1703</box>
branch-heading: கீழ்மாம்பட்டு புதிய குடியிருப்பு <box>879 607 1055 622</box>
section-subheading: பாக அமைப்பாளர் : <box>548 1615 653 1628</box>
member-entry: துணை அமைப்பாளர்கள் : (1) மு.அருண்குமார், அண்ணாநகர் தெரு, திருவம்பட்டு. (2) ரா.விஜய்கண்ணன், திரௌபதி அம்மன் கோயில் தெரு, திருவம்பட்டு. <box>65 1270 406 1315</box>
booth-number: பாகம் – 174 : <box>796 1394 837 1423</box>
booth-number: பாகம் – 178 : <box>431 1164 470 1193</box>
member-entry: துணை அமைப்பாளர்கள் : (1) ரா.பிரவீன்குமார், புது பிள்ளையார் கோயில் தெரு, தென்புத்தூர். (2) த.கிஷோர், கங்கையம்மன் கோயில் தெரு, தென்புத்தூர். (3) சி.அன்பரசன், 2/51, புது பிள்ளையார் கோயில் தெரு, தென்புத்தூர். <box>65 1822 406 1882</box>
member-entry: அமைப்பாளர் : க.வெங்கடேசன், வடவண்டை தெரு, கோவிந்தாபுரம், கருவம்பாக்கம், திண்டிவனம். <box>1162 1567 1503 1596</box>
branch-heading: பேராம்பட்டு கிளை <box>547 262 655 277</box>
member-entry: துணை அமைப்பாளர்கள் : (1) தே.வரதராஜ், 45/63, அண்ணாநகர் தெரு, திருவம்பட்டு. (2) சி.லோகேஷ், 274–ஏ, விநாயகர் கோயில் தெரு, திருவம்பட்டு. <box>65 1362 406 1407</box>
